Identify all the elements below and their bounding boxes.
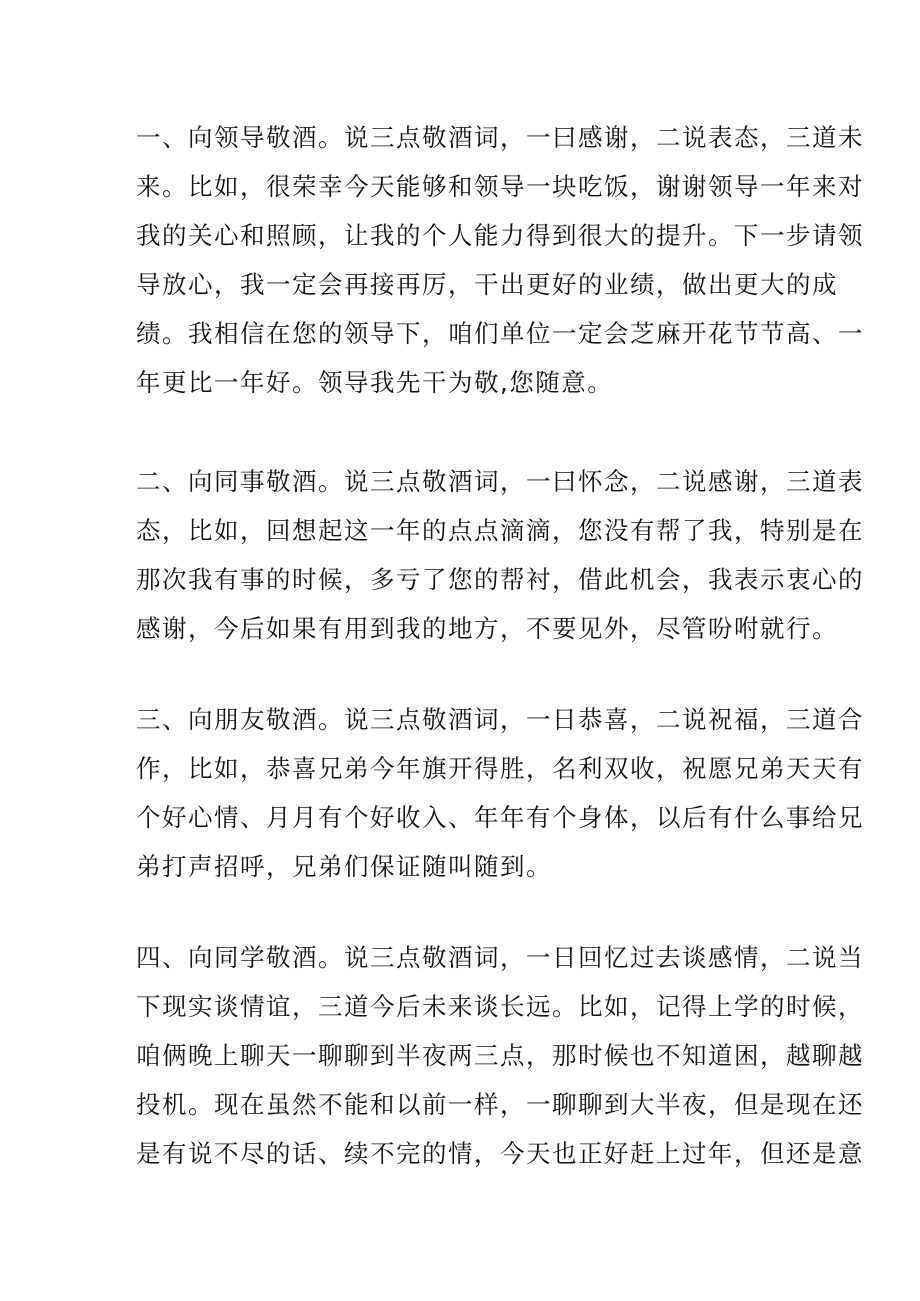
text-line: 态，比如，回想起这一年的点点滴滴，您没有帮了我，特别是在 — [136, 516, 864, 545]
text-line: 我的关心和照顾，让我的个人能力得到很大的提升。下一步请领 — [136, 221, 864, 250]
text-line: 三、向朋友敬酒。说三点敬酒词，一日恭喜，二说祝福，三道合 — [136, 705, 864, 734]
text-line: 投机。现在虽然不能和以前一样，一聊聊到大半夜，但是现在还 — [136, 1090, 864, 1119]
text-line: 下现实谈情谊，三道今后未来谈长远。比如，记得上学的时候， — [136, 992, 864, 1021]
paragraph-toast-leader — [136, 113, 864, 407]
text-line: 二、向同事敬酒。说三点敬酒词，一曰怀念，二说感谢，三道表 — [136, 467, 864, 496]
paragraph-toast-colleague — [136, 457, 864, 653]
text-line: 年更比一年好。领导我先干为敬,您随意。 — [136, 368, 614, 397]
paragraph-toast-classmate — [136, 933, 864, 1178]
text-line: 作，比如，恭喜兄弟今年旗开得胜，名利双收，祝愿兄弟天天有 — [136, 754, 864, 783]
text-line: 是有说不尽的话、续不完的情，今天也正好赶上过年，但还是意 — [136, 1139, 864, 1168]
text-line: 个好心情、月月有个好收入、年年有个身体，以后有什么事给兄 — [136, 803, 864, 832]
text-line: 感谢，今后如果有用到我的地方，不要见外，尽管吩咐就行。 — [136, 614, 838, 643]
text-line: 来。比如，很荣幸今天能够和领导一块吃饭，谢谢领导一年来对 — [136, 172, 864, 201]
text-line: 导放心，我一定会再接再厉，干出更好的业绩，做出更大的成 — [136, 270, 838, 299]
text-line: 一、向领导敬酒。说三点敬酒词，一曰感谢，二说表态，三道未 — [136, 123, 864, 152]
text-line: 那次我有事的时候，多亏了您的帮衬，借此机会，我表示衷心的 — [136, 565, 864, 594]
paragraph-toast-friend — [136, 695, 864, 891]
text-line: 绩。我相信在您的领导下，咱们单位一定会芝麻开花节节高、一 — [136, 319, 864, 348]
text-line: 咱俩晚上聊天一聊聊到半夜两三点，那时候也不知道困，越聊越 — [136, 1041, 864, 1070]
text-line: 弟打声招呼，兄弟们保证随叫随到。 — [136, 852, 552, 881]
text-line: 四、向同学敬酒。说三点敬酒词，一日回忆过去谈感情，二说当 — [136, 943, 864, 972]
